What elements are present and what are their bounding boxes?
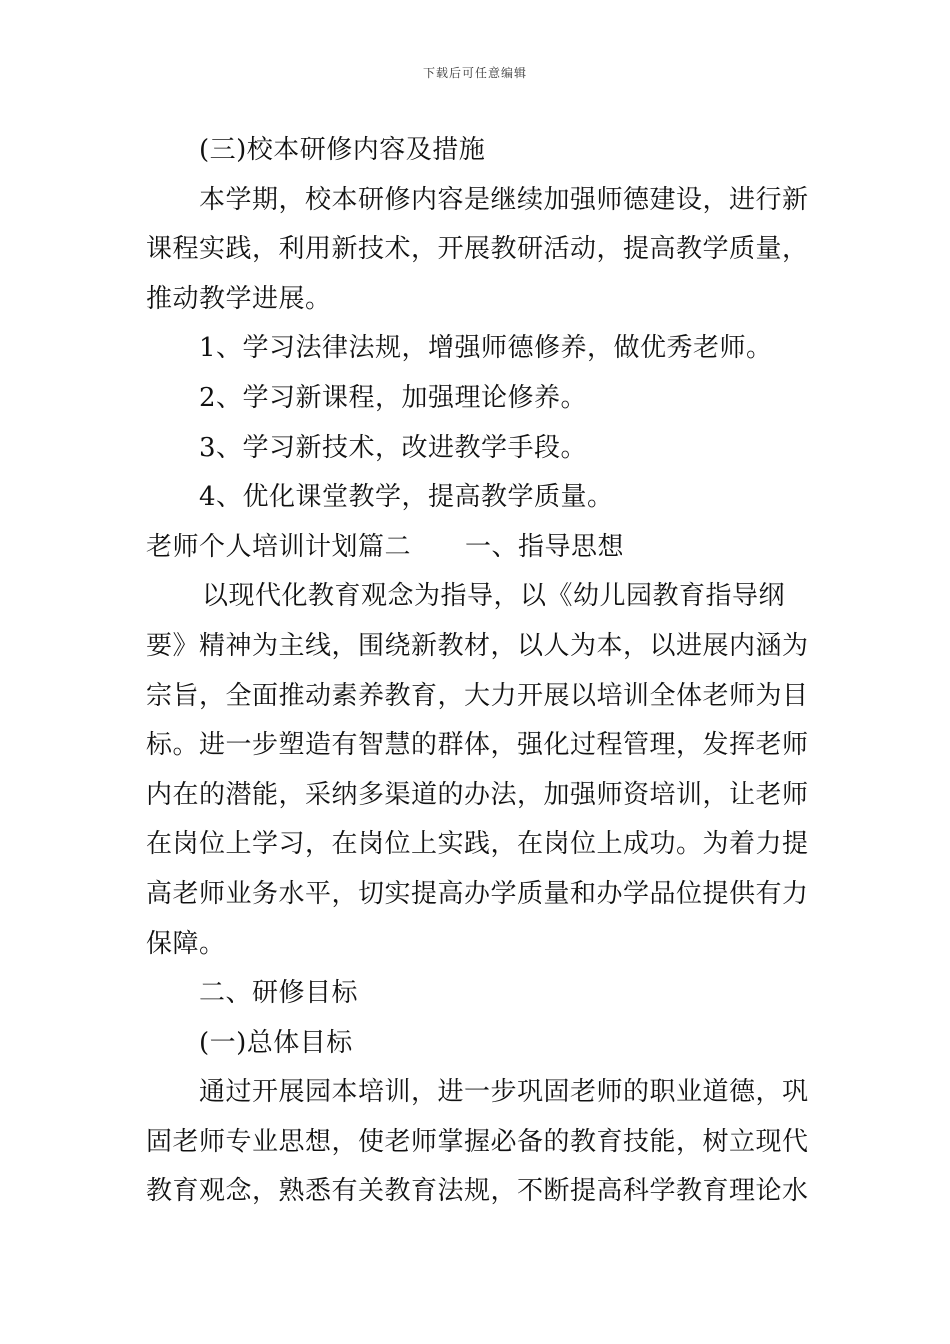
- paragraph-line: 在岗位上学习，在岗位上实践，在岗位上成功。为着力提: [146, 829, 809, 860]
- list-item: 1、学习法律法规，增强师德修养，做优秀老师。: [199, 333, 773, 364]
- paragraph-line: 要》精神为主线，围绕新教材，以人为本，以进展内涵为: [146, 630, 809, 661]
- chapter-title: 老师个人培训计划篇二: [146, 531, 412, 562]
- paragraph-line: 通过开展园本培训，进一步巩固老师的职业道德，巩: [199, 1077, 809, 1108]
- paragraph-line: 高老师业务水平，切实提高办学质量和办学品位提供有力: [146, 878, 809, 909]
- page-header-note: 下载后可任意编辑: [422, 66, 527, 80]
- paragraph-line: 宗旨，全面推动素养教育，大力开展以培训全体老师为目: [146, 680, 809, 711]
- paragraph-line: 内在的潜能，采纳多渠道的办法，加强师资培训，让老师: [146, 779, 809, 810]
- paragraph-line: 以现代化教育观念为指导，以《幼儿园教育指导纲: [202, 581, 786, 612]
- list-item: 2、学习新课程，加强理论修养。: [199, 382, 588, 413]
- paragraph-line: 推动教学进展。: [146, 283, 332, 314]
- paragraph-line: 教育观念，熟悉有关教育法规，不断提高科学教育理论水: [146, 1176, 809, 1207]
- paragraph-line: 保障。: [146, 928, 226, 959]
- paragraph-line: 固老师专业思想，使老师掌握必备的教育技能，树立现代: [146, 1126, 809, 1157]
- chapter-heading-line: [146, 523, 808, 573]
- paragraph-line: 标。进一步塑造有智慧的群体，强化过程管理，发挥老师: [146, 730, 809, 761]
- list-item: 4、优化课堂教学，提高教学质量。: [199, 482, 614, 513]
- paragraph-line: 本学期，校本研修内容是继续加强师德建设，进行新: [199, 184, 809, 215]
- paragraph-line: 课程实践，利用新技术，开展教研活动，提高教学质量，: [146, 234, 809, 265]
- list-item: 3、学习新技术，改进教学手段。: [199, 432, 588, 463]
- document-body: [146, 126, 808, 1217]
- subsection-heading: (一)总体目标: [199, 1027, 353, 1058]
- section-heading: (三)校本研修内容及措施: [199, 135, 486, 165]
- section-heading: 二、研修目标: [199, 978, 359, 1009]
- section-heading: 一、指导思想: [465, 531, 625, 562]
